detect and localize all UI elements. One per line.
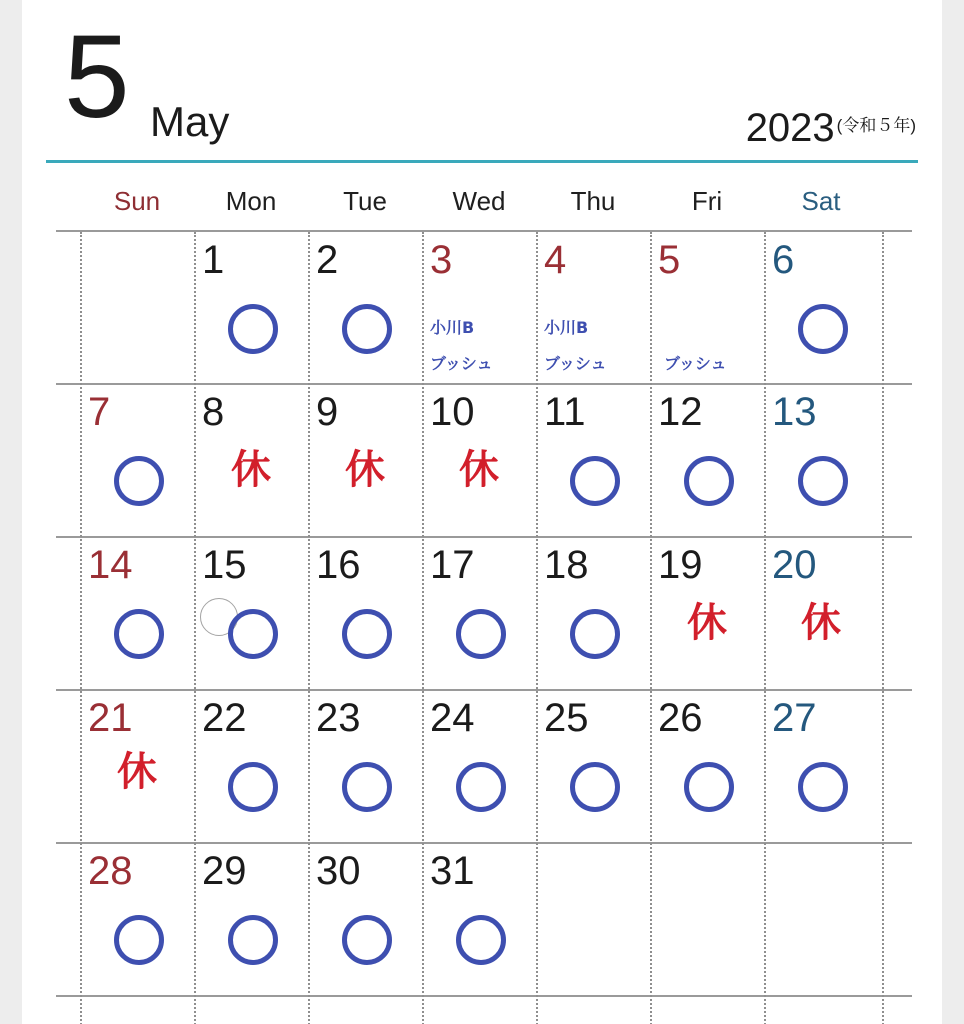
weekday-thu: Thu (570, 186, 616, 216)
day-number: 11 (544, 390, 586, 434)
day-cell-2[interactable] (308, 232, 422, 384)
day-cell-10[interactable] (422, 384, 536, 536)
open-circle-icon (570, 609, 620, 659)
closed-mark: 休 (687, 600, 727, 646)
day-number: 6 (772, 238, 795, 282)
open-circle-icon (684, 762, 734, 812)
schedule-note: 小川B (544, 318, 589, 337)
day-cell-7[interactable] (80, 384, 194, 536)
open-circle-icon (570, 456, 620, 506)
weekday-wed: Wed (452, 186, 506, 216)
open-circle-icon (228, 304, 278, 354)
open-circle-icon (684, 456, 734, 506)
day-cell-26[interactable] (650, 690, 764, 842)
day-cell-25[interactable] (536, 690, 650, 842)
schedule-note: ブッシュ (664, 354, 727, 373)
day-number: 7 (88, 390, 111, 434)
open-circle-icon (798, 762, 848, 812)
day-number: 18 (544, 543, 589, 587)
day-number: 5 (658, 238, 681, 282)
day-number: 9 (316, 390, 339, 434)
open-circle-icon (798, 304, 848, 354)
weekday-sun: Sun (113, 186, 161, 216)
day-cell-16[interactable] (308, 537, 422, 689)
day-cell-31[interactable] (422, 843, 536, 995)
day-cell-18[interactable] (536, 537, 650, 689)
weekday-fri: Fri (691, 186, 723, 216)
open-circle-icon (228, 762, 278, 812)
day-number: 10 (430, 390, 475, 434)
calendar-page (22, 0, 942, 1024)
day-number: 22 (202, 696, 247, 740)
header-divider (46, 160, 918, 163)
day-number: 4 (544, 238, 567, 282)
open-circle-icon (342, 762, 392, 812)
day-number: 28 (88, 849, 133, 893)
day-number: 30 (316, 849, 361, 893)
day-cell-24[interactable] (422, 690, 536, 842)
day-number: 26 (658, 696, 703, 740)
open-circle-icon (456, 609, 506, 659)
day-cell-30[interactable] (308, 843, 422, 995)
day-number: 13 (772, 390, 817, 434)
day-number: 8 (202, 390, 225, 434)
day-number: 1 (202, 238, 225, 282)
empty-day-cell (650, 843, 764, 995)
open-circle-icon (456, 762, 506, 812)
closed-mark: 休 (231, 447, 271, 493)
grid-row-line (56, 995, 912, 997)
day-cell-4[interactable] (536, 232, 650, 384)
weekday-tue: Tue (343, 186, 387, 216)
schedule-note: ブッシュ (544, 354, 607, 373)
empty-day-cell (80, 232, 194, 384)
open-circle-icon (456, 915, 506, 965)
open-circle-icon (798, 456, 848, 506)
day-cell-20[interactable] (764, 537, 878, 689)
day-cell-9[interactable] (308, 384, 422, 536)
schedule-note: 小川B (430, 318, 475, 337)
open-circle-icon (342, 609, 392, 659)
day-cell-5[interactable] (650, 232, 764, 384)
weekday-mon: Mon (225, 186, 277, 216)
day-cell-15[interactable] (194, 537, 308, 689)
day-number: 27 (772, 696, 817, 740)
grid-column-line (882, 232, 884, 1024)
day-cell-13[interactable] (764, 384, 878, 536)
open-circle-icon (342, 304, 392, 354)
year-label (746, 106, 916, 151)
day-number: 14 (88, 543, 133, 587)
day-cell-8[interactable] (194, 384, 308, 536)
day-cell-6[interactable] (764, 232, 878, 384)
day-cell-12[interactable] (650, 384, 764, 536)
day-number: 12 (658, 390, 703, 434)
day-number: 24 (430, 696, 475, 740)
closed-mark: 休 (345, 447, 385, 493)
day-cell-14[interactable] (80, 537, 194, 689)
month-number: 5 (64, 11, 128, 143)
day-cell-17[interactable] (422, 537, 536, 689)
day-number: 23 (316, 696, 361, 740)
open-circle-icon (114, 915, 164, 965)
day-cell-11[interactable] (536, 384, 650, 536)
day-number: 20 (772, 543, 817, 587)
day-cell-22[interactable] (194, 690, 308, 842)
closed-mark: 休 (801, 600, 841, 646)
day-cell-19[interactable] (650, 537, 764, 689)
day-number: 19 (658, 543, 703, 587)
day-number: 21 (88, 696, 133, 740)
weekday-sat: Sat (801, 186, 841, 216)
open-circle-icon (228, 609, 278, 659)
day-number: 31 (430, 849, 475, 893)
closed-mark: 休 (459, 447, 499, 493)
schedule-note: ブッシュ (430, 354, 493, 373)
day-number: 2 (316, 238, 339, 282)
day-number: 25 (544, 696, 589, 740)
open-circle-icon (342, 915, 392, 965)
month-name: May (150, 98, 230, 145)
empty-day-cell (536, 843, 650, 995)
open-circle-icon (114, 456, 164, 506)
day-number: 15 (202, 543, 247, 587)
empty-day-cell (764, 843, 878, 995)
day-cell-28[interactable] (80, 843, 194, 995)
day-cell-21[interactable] (80, 690, 194, 842)
day-cell-3[interactable] (422, 232, 536, 384)
open-circle-icon (570, 762, 620, 812)
day-cell-1[interactable] (194, 232, 308, 384)
open-circle-icon (114, 609, 164, 659)
year-number: 2023 (745, 106, 835, 150)
day-number: 17 (430, 543, 475, 587)
era-label: (令和５年) (836, 116, 916, 135)
day-number: 3 (430, 238, 453, 282)
open-circle-icon (228, 915, 278, 965)
day-number: 29 (202, 849, 247, 893)
day-number: 16 (316, 543, 361, 587)
day-cell-29[interactable] (194, 843, 308, 995)
day-cell-23[interactable] (308, 690, 422, 842)
weekday-header (44, 186, 902, 226)
day-cell-27[interactable] (764, 690, 878, 842)
closed-mark: 休 (117, 749, 157, 795)
